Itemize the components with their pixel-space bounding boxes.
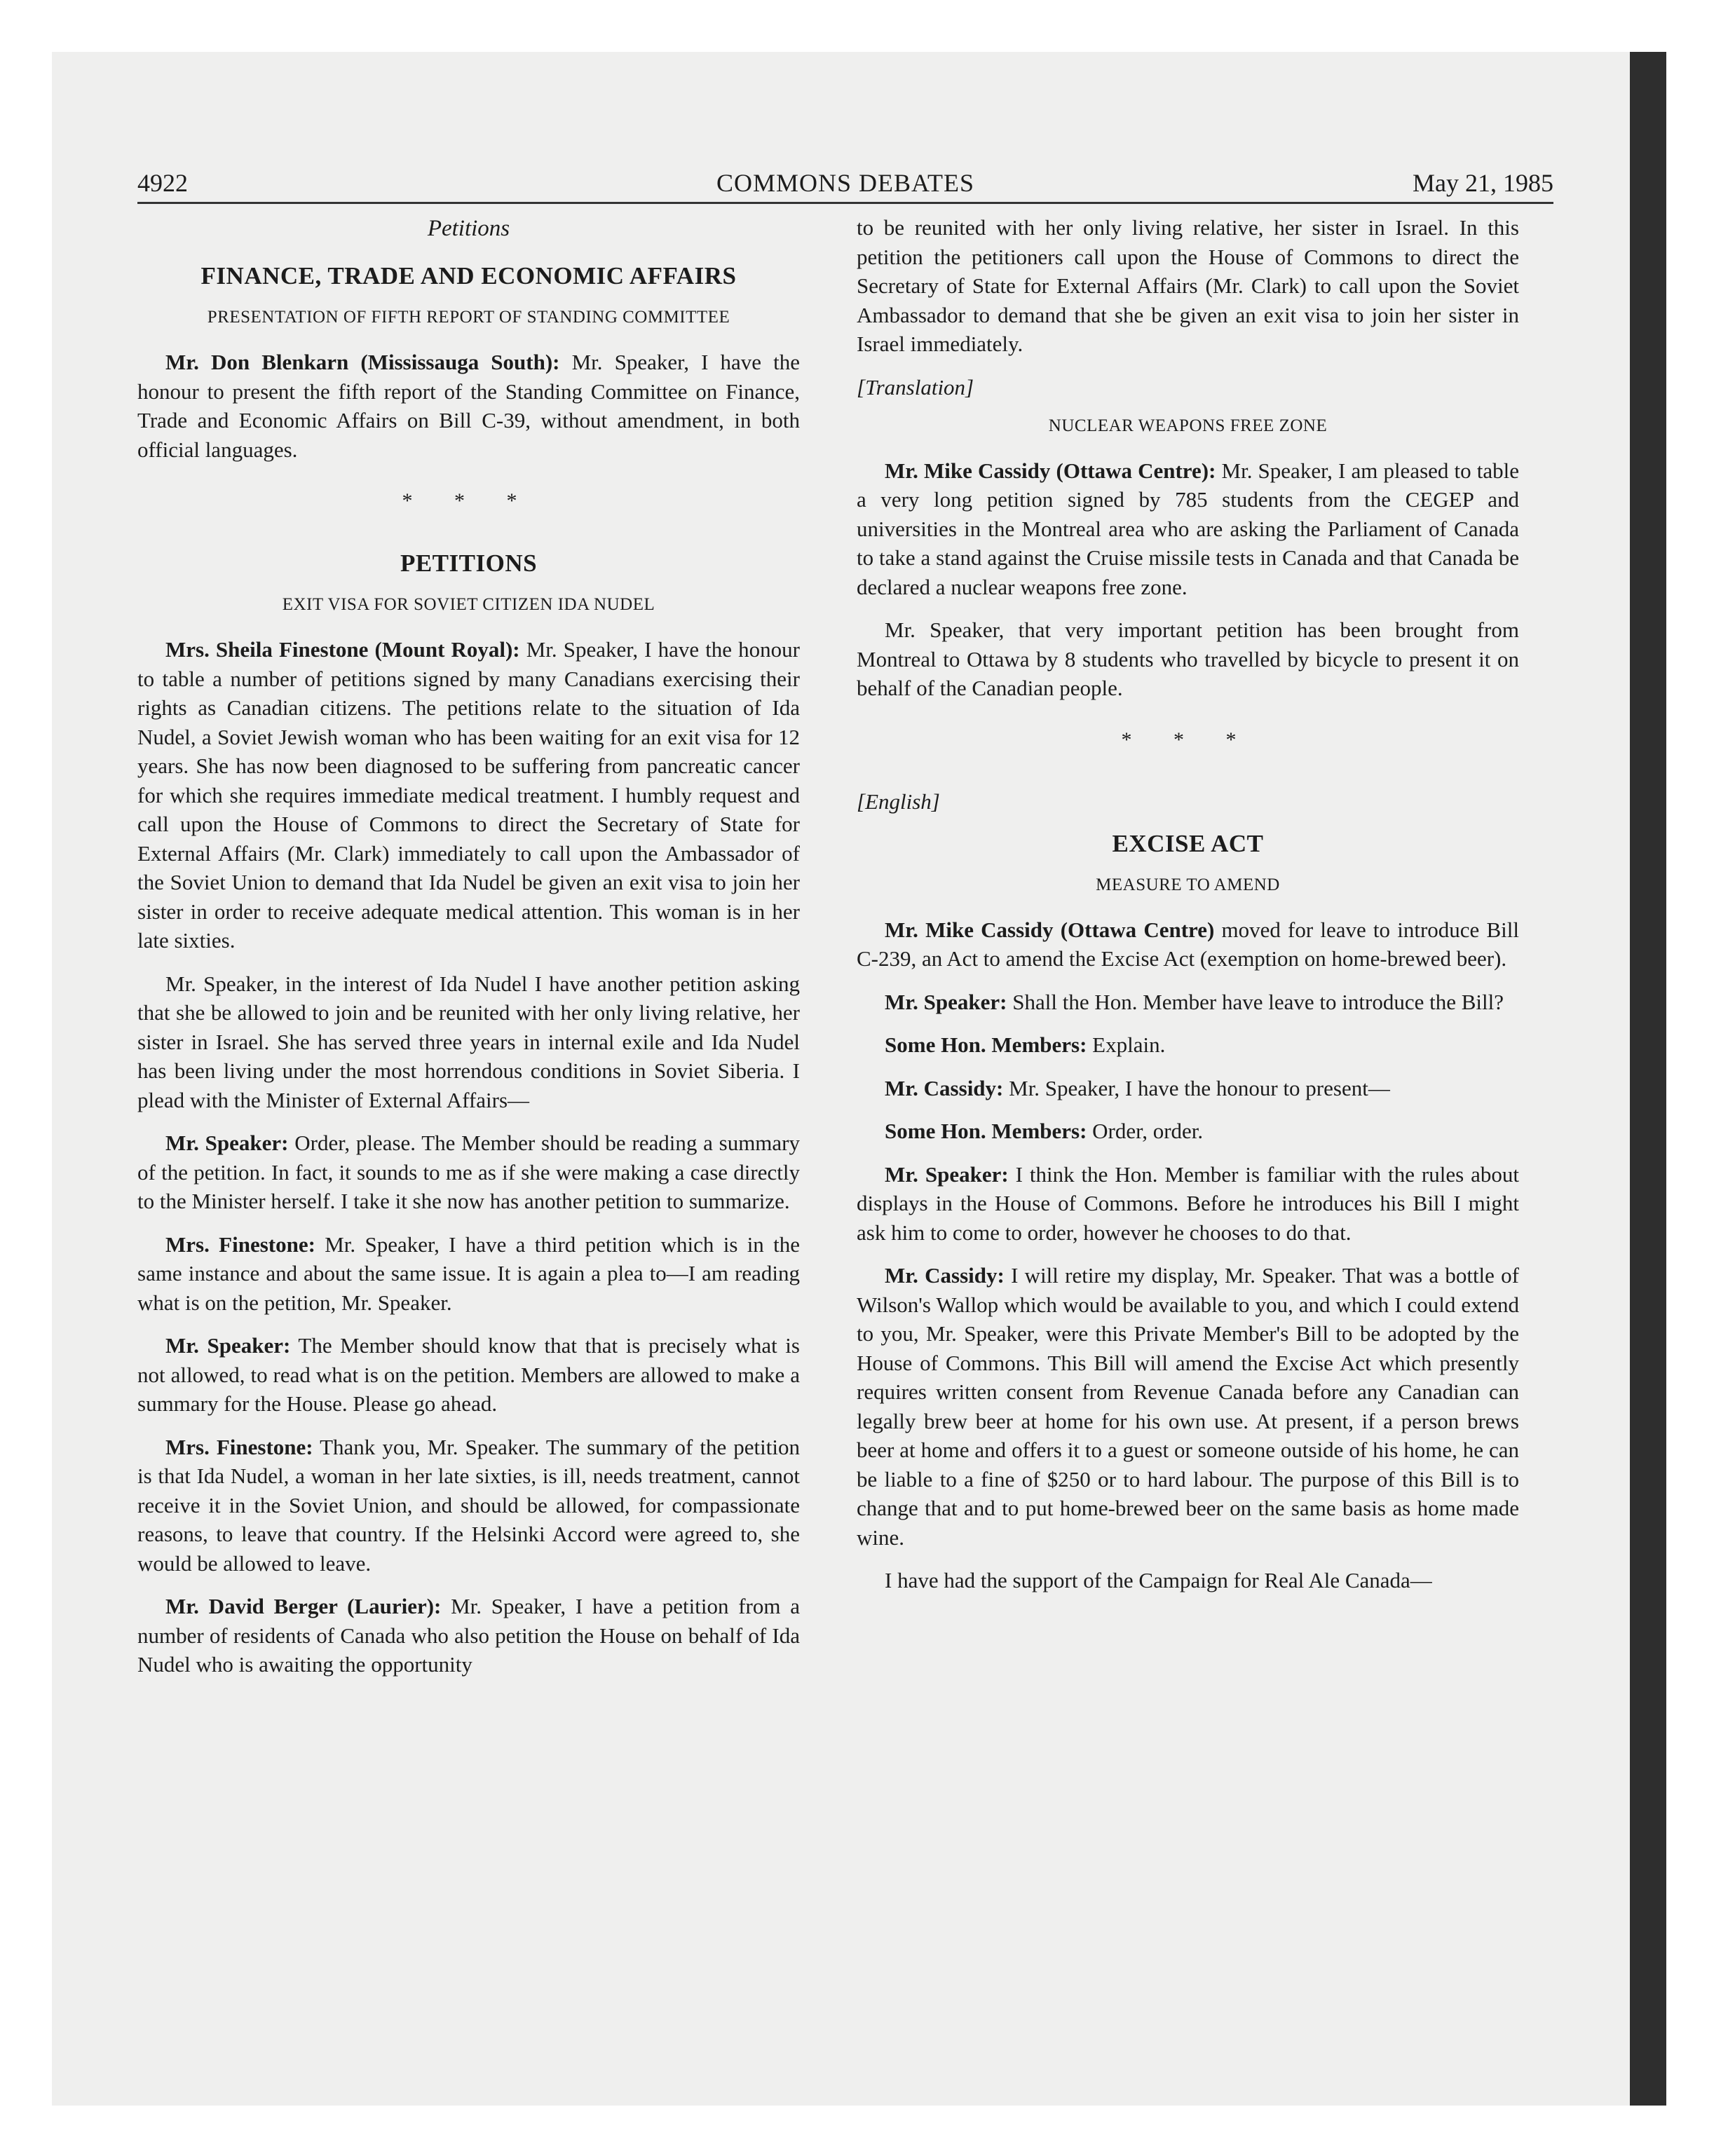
speaker-name: Mrs. Sheila Finestone (Mount Royal): — [165, 637, 520, 662]
paragraph-speaker-4 — [857, 1160, 1519, 1248]
speech-text: Mr. Speaker, I have the honour to present the fifth report of the Standing Committee on Finance, Trade and Economic Affairs on Bill C-39, without amendment, in both official languages. — [137, 350, 801, 462]
paragraph-cassidy-3 — [857, 1074, 1519, 1103]
paragraph-cassidy-motion — [857, 915, 1519, 974]
publication-title: COMMONS DEBATES — [716, 169, 975, 197]
paragraph-finestone-3 — [137, 1230, 800, 1318]
speaker-name: Some Hon. Members: — [885, 1032, 1087, 1057]
paragraph-speaker-3 — [857, 988, 1519, 1017]
paragraph-speaker-2 — [137, 1331, 800, 1419]
paragraph-berger-continued: to be reunited with her only living relative, her sister in Israel. In this petition the petitioners call upon the House of Commons to direct the Secretary of State for External Affairs (Mr. Clark) to call upon the Soviet Ambassador to demand that she be given an exit visa to join her sister in Israel immediately. — [857, 215, 1519, 356]
paragraph-members-1 — [857, 1030, 1519, 1060]
subheading-measure-to-amend: MEASURE TO AMEND — [1096, 875, 1280, 894]
speech-text: Order, order. — [1087, 1119, 1204, 1143]
speech-text: Thank you, Mr. Speaker. The summary of the petition is that Ida Nudel, a woman in her late sixties, is ill, needs treatment, cannot receive it in the Soviet Union, and should be allowed, for compassionate reasons, to leave that country. If the Helsinki Accord were agreed to, she would be allowed to leave. — [137, 1434, 800, 1576]
speech-text: Mr. Speaker, I have the honour to table a number of petitions signed by many Canadians exercising their rights as Canadian citizens. The petitions relate to the situation of Ida Nudel, a Soviet Jewish woman who has been waiting for an exit visa for 12 years. She has now been diagnosed to be suffering from pancreatic cancer for which she requires immediate medical treatment. I humbly request and call upon the House of Commons to direct the Secretary of State for External Affairs (Mr. Clark) immediately to call upon the Ambassador of the Soviet Union to demand that Ida Nudel be given an exit visa to join her sister in order to receive adequate medical attention. This woman is in her late sixties. — [137, 637, 800, 953]
speaker-name: Mr. Don Blenkarn (Mississauga South): — [165, 350, 560, 374]
speech-text: Mr. Speaker, I have a petition from a number of residents of Canada who also petition the House on behalf of Ida Nudel who is awaiting the opportunity — [137, 1594, 800, 1677]
section-heading-finance: FINANCE, TRADE AND ECONOMIC AFFAIRS — [200, 262, 737, 289]
paragraph-finestone-4 — [137, 1433, 800, 1578]
paragraph-finestone-1 — [137, 635, 800, 955]
speaker-name: Mr. Mike Cassidy (Ottawa Centre) — [885, 917, 1215, 942]
speech-text: Mr. Speaker, I am pleased to table a very long petition signed by 785 students from the CEGEP and universities in the Montreal area who are asking the Parliament of Canada to take a stand against the Cruise missile tests in Canada and that Canada be declared a nuclear weapons free zone. — [857, 458, 1519, 599]
speech-text: The Member should know that that is precisely what is not allowed, to read what is on the petition. Members are allowed to make a summary for the House. Please go ahead. — [137, 1333, 800, 1416]
speaker-name: Mr. David Berger (Laurier): — [165, 1594, 442, 1618]
page-header — [137, 163, 1553, 204]
speaker-name: Mr. Speaker: — [165, 1333, 291, 1358]
paragraph-speaker-1 — [137, 1128, 800, 1216]
english-tag: [English] — [857, 789, 940, 814]
speech-text: I will retire my display, Mr. Speaker. That was a bottle of Wilson's Wallop which would be available to you, and which I could extend to you, Mr. Speaker, were this Private Member's Bill to be adopted by the House of Commons. This Bill will amend the Excise Act which presently requires written consent from Revenue Canada before any Canadian can legally brew beer at home for his own use. At present, if a person brews beer at home and offers it to a guest or someone outside of his home, he can be liable to a fine of $250 or to hard labour. The purpose of this Bill is to change that and to put home-brewed beer on the same basis as home made wine. — [857, 1263, 1519, 1550]
paragraph-cassidy-2: Mr. Speaker, that very important petition has been brought from Montreal to Ottawa by 8 students who travelled by bicycle to present it on behalf of the Canadian people. — [857, 618, 1519, 700]
section-separator: * * * — [402, 489, 536, 512]
speech-text: Mr. Speaker, I have the honour to present— — [1003, 1075, 1390, 1100]
speaker-name: Some Hon. Members: — [885, 1119, 1087, 1143]
page-number: 4922 — [137, 169, 188, 197]
issue-date: May 21, 1985 — [1413, 169, 1553, 197]
speech-text: moved for leave to introduce Bill C-239, an Act to amend the Excise Act (exemption on home-brewed beer). — [857, 917, 1519, 971]
paragraph-berger — [137, 1592, 800, 1679]
speaker-name: Mrs. Finestone: — [165, 1434, 313, 1459]
speech-text: Explain. — [1087, 1032, 1166, 1057]
running-head: Petitions — [427, 216, 510, 241]
section-separator: * * * — [1121, 728, 1255, 751]
speech-text: Order, please. The Member should be reading a summary of the petition. In fact, it sounds to me as if she were making a case directly to the Minister herself. I take it she now has another petition to summarize. — [137, 1131, 801, 1213]
section-heading-petitions: PETITIONS — [400, 550, 538, 577]
speaker-name: Mr. Speaker: — [885, 989, 1007, 1014]
speech-text: Mr. Speaker, I have a third petition which is in the same instance and about the same issue. It is again a plea to—I am reading what is on the petition, Mr. Speaker. — [137, 1231, 801, 1315]
paragraph-finestone-2: Mr. Speaker, in the interest of Ida Nudel I have another petition asking that she be allowed to join and be reunited with her only living relative, her sister in Israel. She has served three years in internal exile and Ida Nudel has been living under the most horrendous conditions in Soviet Siberia. I plead with the Minister of External Affairs— — [137, 971, 800, 1112]
paragraph-members-2 — [857, 1117, 1519, 1146]
translation-tag: [Translation] — [857, 374, 974, 400]
speaker-name: Mrs. Finestone: — [165, 1231, 315, 1257]
speech-text: Shall the Hon. Member have leave to introduce the Bill? — [1007, 989, 1504, 1014]
left-column — [137, 213, 800, 1693]
subheading-exit-visa: EXIT VISA FOR SOVIET CITIZEN IDA NUDEL — [282, 595, 655, 614]
speaker-name: Mr. Mike Cassidy (Ottawa Centre): — [885, 458, 1216, 483]
speaker-name: Mr. Cassidy: — [885, 1263, 1005, 1288]
right-column — [857, 213, 1519, 1609]
paragraph-cassidy-4 — [857, 1261, 1519, 1552]
paragraph-cassidy-5: I have had the support of the Campaign for Real Ale Canada— — [885, 1568, 1432, 1592]
page-binding-edge — [1630, 52, 1666, 2106]
subheading-fifth-report: PRESENTATION OF FIFTH REPORT OF STANDING COMMITTEE — [207, 308, 730, 327]
section-heading-excise: EXCISE ACT — [1112, 829, 1264, 857]
subheading-nuclear-zone: NUCLEAR WEAPONS FREE ZONE — [1048, 416, 1328, 435]
paragraph-blenkarn — [137, 348, 800, 464]
speaker-name: Mr. Speaker: — [165, 1131, 289, 1155]
speech-text: I think the Hon. Member is familiar with the rules about displays in the House of Commons. Before he introduces his Bill I might ask him to come to order, however he chooses to do that. — [857, 1161, 1519, 1245]
speaker-name: Mr. Cassidy: — [885, 1075, 1004, 1100]
speaker-name: Mr. Speaker: — [885, 1161, 1009, 1187]
paragraph-cassidy-1 — [857, 456, 1519, 602]
